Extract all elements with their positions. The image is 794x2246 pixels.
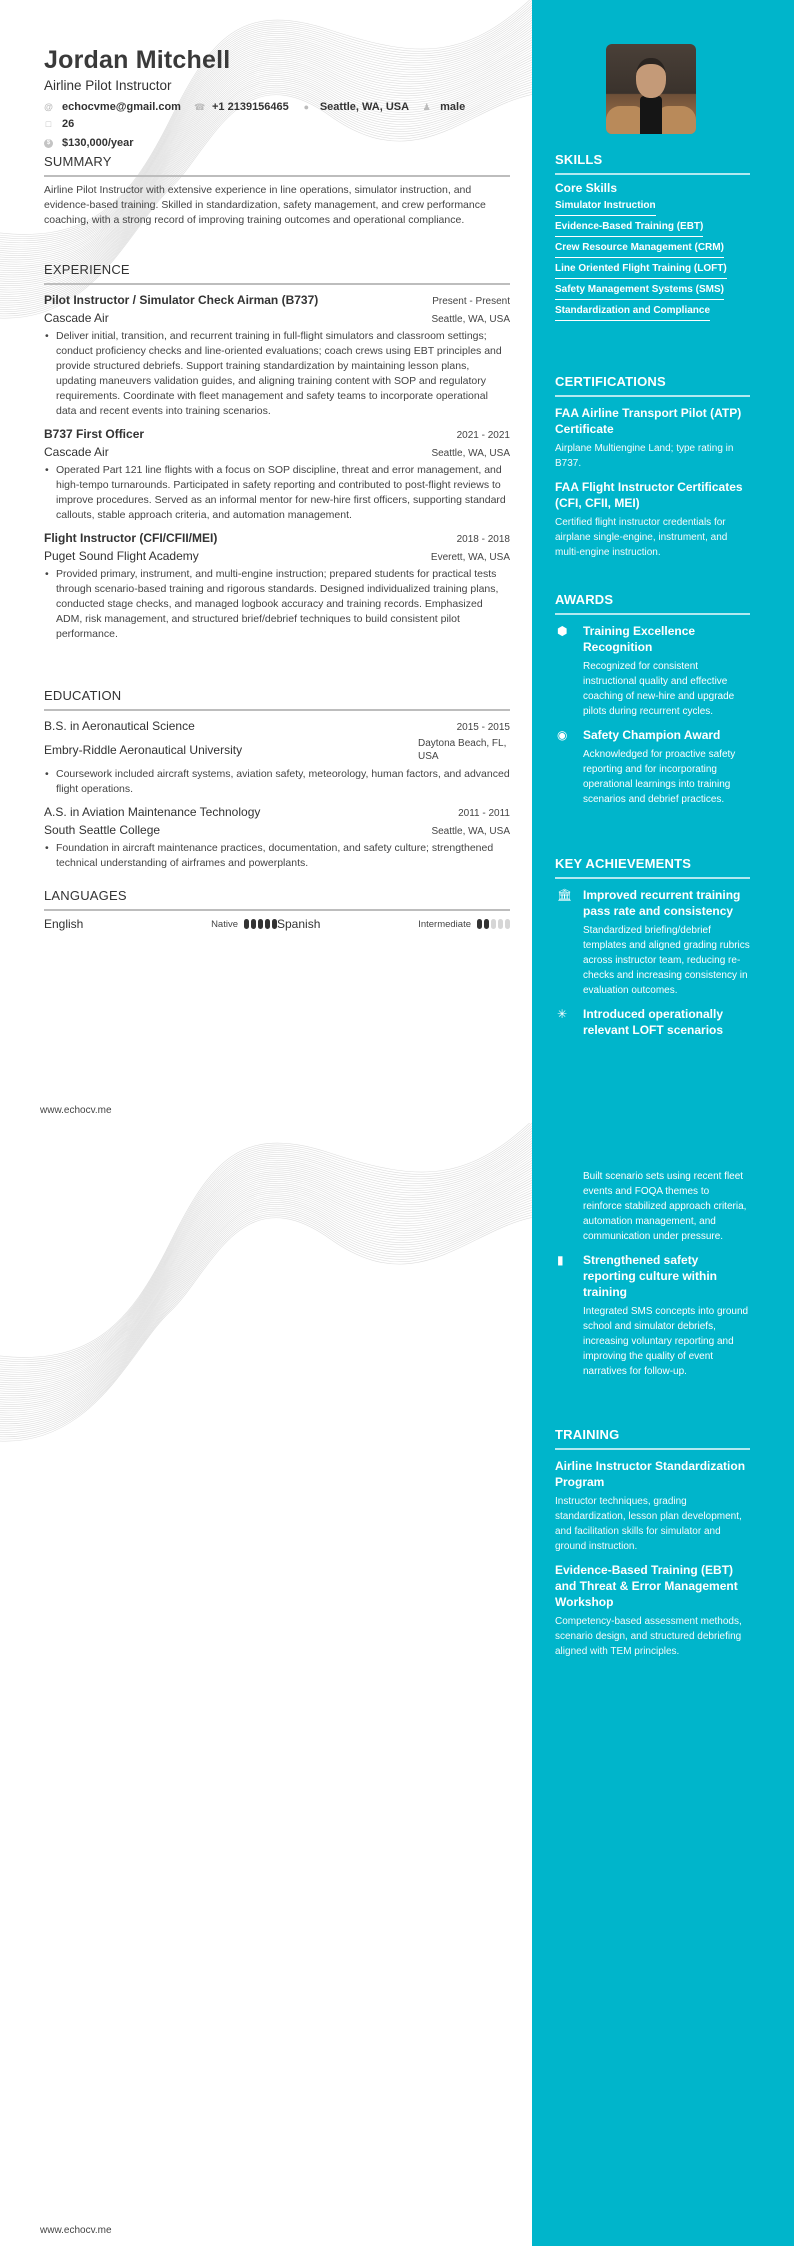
skill-item: Line Oriented Flight Training (LOFT) bbox=[555, 259, 727, 279]
school: South Seattle College bbox=[44, 823, 161, 837]
education-dates: 2011 - 2011 bbox=[458, 808, 510, 819]
job-dates: 2018 - 2018 bbox=[456, 534, 510, 545]
job-company: Cascade Air bbox=[44, 311, 109, 325]
summary-text: Airline Pilot Instructor with extensive experience in line operations, simulator instruction, and evidence-based training. Skilled in standardization, safety management, and crew performance coaching, with a strong record of improving training outcomes and operational compliance. bbox=[44, 184, 486, 226]
award-title: Safety Champion Award bbox=[583, 728, 721, 742]
award-description: Recognized for consistent instructional quality and effective coaching of new-hire and upgrade pilots during recurrent cycles. bbox=[583, 661, 735, 717]
phone-icon: ☎ bbox=[194, 102, 206, 112]
job-dates: 2021 - 2021 bbox=[456, 430, 510, 441]
section-divider bbox=[555, 877, 750, 879]
skill-item: Standardization and Compliance bbox=[555, 301, 710, 321]
skills-group-title: Core Skills bbox=[555, 181, 618, 195]
language-name: English bbox=[44, 917, 84, 931]
experience-item bbox=[44, 427, 510, 523]
job-description: • Provided primary, instrument, and multi-engine instruction; prepared students for practical tests through scenario-based training and rigorous standards. Designed individualized training plans, conducted stage checks, and managed logbook accuracy and training records. Emphasized ADM, risk management, and structured brief/debrief techniques to build consistent pilot performance. bbox=[44, 567, 510, 642]
section-title: TRAINING bbox=[555, 1427, 620, 1442]
skill-item: Evidence-Based Training (EBT) bbox=[555, 217, 703, 237]
footer-website[interactable]: www.echocv.me bbox=[40, 1105, 112, 1116]
achievement-item bbox=[555, 1252, 750, 1379]
contact-phone[interactable]: ☎ +1 2139156465 bbox=[194, 101, 289, 113]
certification-description: Airplane Multiengine Land; type rating in B737. bbox=[555, 443, 734, 469]
job-description: • Operated Part 121 line flights with a focus on SOP discipline, threat and error management, and high-tempo turnarounds. Participated in safety reporting and contributed to post-flight reviews to improve procedures. Served as an informal mentor for new-hire first officers, supporting standard callouts, stable approach criteria, and automation management. bbox=[44, 463, 510, 523]
award-title: Training Excellence Recognition bbox=[583, 624, 696, 654]
award-description: Acknowledged for proactive safety reporting and for incorporating operational learnings into training scenarios and debrief practices. bbox=[583, 749, 736, 805]
language-item bbox=[44, 917, 277, 931]
education-item bbox=[44, 719, 510, 797]
proficiency-dots bbox=[244, 919, 277, 929]
achievement-item bbox=[555, 887, 750, 998]
section-title: AWARDS bbox=[555, 592, 614, 607]
job-location: Everett, WA, USA bbox=[430, 552, 510, 563]
section-divider bbox=[555, 613, 750, 615]
job-company: Cascade Air bbox=[44, 445, 109, 459]
person-icon: ♟ bbox=[422, 102, 431, 112]
section-title: KEY ACHIEVEMENTS bbox=[555, 856, 692, 871]
education-item bbox=[44, 805, 510, 871]
bank-icon: 🏛 bbox=[557, 888, 573, 902]
certification-title: FAA Airline Transport Pilot (ATP) Certificate bbox=[555, 406, 742, 436]
training-section bbox=[555, 1427, 750, 1659]
education-location: Seattle, WA, USA bbox=[431, 826, 510, 837]
section-title: EXPERIENCE bbox=[44, 262, 130, 277]
document-icon: ▮ bbox=[557, 1253, 564, 1267]
sparkle-icon: ✳ bbox=[557, 1007, 568, 1021]
contact-location: ● Seattle, WA, USA bbox=[303, 101, 410, 113]
at-icon: @ bbox=[44, 102, 53, 112]
training-title: Airline Instructor Standardization Program bbox=[555, 1459, 746, 1489]
achievement-title: Improved recurrent training pass rate and consistency bbox=[583, 888, 741, 918]
achievement-title: Strengthened safety reporting culture within training bbox=[583, 1253, 717, 1299]
job-dates: Present - Present bbox=[432, 296, 510, 307]
language-level: Native bbox=[211, 918, 238, 930]
experience-item bbox=[44, 293, 510, 419]
job-company: Puget Sound Flight Academy bbox=[44, 549, 199, 563]
achievement-title: Introduced operationally relevant LOFT scenarios bbox=[583, 1007, 724, 1037]
section-title: SKILLS bbox=[555, 152, 603, 167]
section-title: EDUCATION bbox=[44, 688, 122, 703]
training-title: Evidence-Based Training (EBT) and Threat & Error Management Workshop bbox=[555, 1563, 738, 1609]
contact-email[interactable]: @ echocvme@gmail.com bbox=[44, 101, 181, 113]
achievement-description: Integrated SMS concepts into ground school and simulator debriefs, increasing voluntary reporting and improving the quality of event narratives for follow-up. bbox=[583, 1306, 749, 1377]
section-divider bbox=[555, 395, 750, 397]
contact-age: □ 26 bbox=[45, 118, 75, 130]
section-title: CERTIFICATIONS bbox=[555, 374, 666, 389]
certification-title: FAA Flight Instructor Certificates (CFI, CFII, MEI) bbox=[555, 480, 743, 510]
education-description: • Coursework included aircraft systems, aviation safety, meteorology, human factors, and advanced flight operations. bbox=[44, 767, 510, 797]
footer-website[interactable]: www.echocv.me bbox=[40, 2225, 112, 2236]
language-name: Spanish bbox=[277, 917, 321, 931]
training-description: Competency-based assessment methods, scenario design, and structured debriefing aligned with TEM principles. bbox=[555, 1616, 742, 1657]
achievements-continued bbox=[555, 1169, 750, 1379]
section-divider bbox=[44, 909, 510, 911]
contact-info bbox=[44, 99, 514, 152]
language-item bbox=[277, 917, 510, 931]
languages-list bbox=[44, 917, 510, 931]
cube-icon: ⬢ bbox=[557, 624, 568, 638]
skill-item: Crew Resource Management (CRM) bbox=[555, 238, 724, 258]
job-title: Pilot Instructor / Simulator Check Airman (B737) bbox=[44, 293, 319, 307]
experience-section bbox=[44, 262, 510, 642]
award-item bbox=[555, 623, 750, 719]
section-divider bbox=[44, 283, 510, 285]
section-title: SUMMARY bbox=[44, 154, 112, 169]
achievements-section bbox=[555, 856, 750, 1038]
candidate-name: Jordan Mitchell bbox=[44, 46, 231, 74]
experience-item bbox=[44, 531, 510, 642]
contact-salary: $ $130,000/year bbox=[44, 135, 134, 152]
education-section bbox=[44, 688, 510, 871]
achievement-description: Standardized briefing/debrief templates and aligned grading rubrics across instructor team, reducing re-checks and increasing consistency in evaluation outcomes. bbox=[583, 925, 750, 996]
job-location: Seattle, WA, USA bbox=[431, 448, 510, 459]
candidate-role: Airline Pilot Instructor bbox=[44, 78, 172, 93]
calendar-icon: □ bbox=[45, 119, 52, 129]
training-description: Instructor techniques, grading standardization, lesson plan development, and facilitation skills for simulator and ground instruction. bbox=[555, 1496, 742, 1552]
award-item bbox=[555, 727, 750, 807]
section-title: LANGUAGES bbox=[44, 888, 127, 903]
section-divider bbox=[555, 1448, 750, 1450]
section-divider bbox=[44, 709, 510, 711]
education-description: • Foundation in aircraft maintenance practices, documentation, and safety culture; strengthened technical understanding of airframes and powerplants. bbox=[44, 841, 510, 871]
languages-section bbox=[44, 888, 510, 931]
achievement-description: Built scenario sets using recent fleet events and FOQA themes to reinforce stabilized approach criteria, automation management, and communication under pressure. bbox=[583, 1171, 747, 1242]
job-location: Seattle, WA, USA bbox=[431, 314, 510, 325]
education-location: Daytona Beach, FL, USA bbox=[418, 738, 507, 762]
contact-gender: ♟ male bbox=[422, 101, 466, 113]
language-level: Intermediate bbox=[418, 918, 471, 930]
skill-item: Safety Management Systems (SMS) bbox=[555, 280, 724, 300]
achievement-item bbox=[555, 1006, 750, 1038]
certification-description: Certified flight instructor credentials for airplane single-engine, instrument, and multi-engine instruction. bbox=[555, 517, 728, 558]
badge-icon: ◉ bbox=[557, 728, 568, 742]
degree: B.S. in Aeronautical Science bbox=[44, 719, 195, 733]
skills-section bbox=[555, 152, 750, 321]
degree: A.S. in Aviation Maintenance Technology bbox=[44, 805, 261, 819]
section-divider bbox=[555, 173, 750, 175]
profile-photo bbox=[606, 44, 696, 134]
job-title: B737 First Officer bbox=[44, 427, 145, 441]
skill-item: Simulator Instruction bbox=[555, 196, 656, 216]
education-dates: 2015 - 2015 bbox=[456, 722, 510, 733]
salary-icon: $ bbox=[44, 139, 53, 148]
awards-section bbox=[555, 592, 750, 807]
summary-section bbox=[44, 154, 510, 228]
job-description: • Deliver initial, transition, and recurrent training in full-flight simulators and classroom settings; conduct proficiency checks and line-oriented evaluations; coach crews using EBT principles and provide structured debriefs. Support training standardization by maintaining lesson plans, updating maneuvers validation guides, and aligning training content with SOP and regulatory requirements. Coordinate with fleet management and safety teams to incorporate operational data and recent events into training scenarios. bbox=[44, 329, 510, 419]
school: Embry-Riddle Aeronautical University bbox=[44, 743, 243, 757]
resume-page-2 bbox=[0, 1123, 794, 2246]
location-pin-icon: ● bbox=[303, 102, 310, 112]
job-title: Flight Instructor (CFI/CFII/MEI) bbox=[44, 531, 218, 545]
wave-decoration bbox=[0, 1123, 532, 2246]
achievement-item-continued bbox=[555, 1169, 750, 1244]
section-divider bbox=[44, 175, 510, 177]
certifications-section bbox=[555, 374, 750, 560]
proficiency-dots bbox=[477, 919, 510, 929]
